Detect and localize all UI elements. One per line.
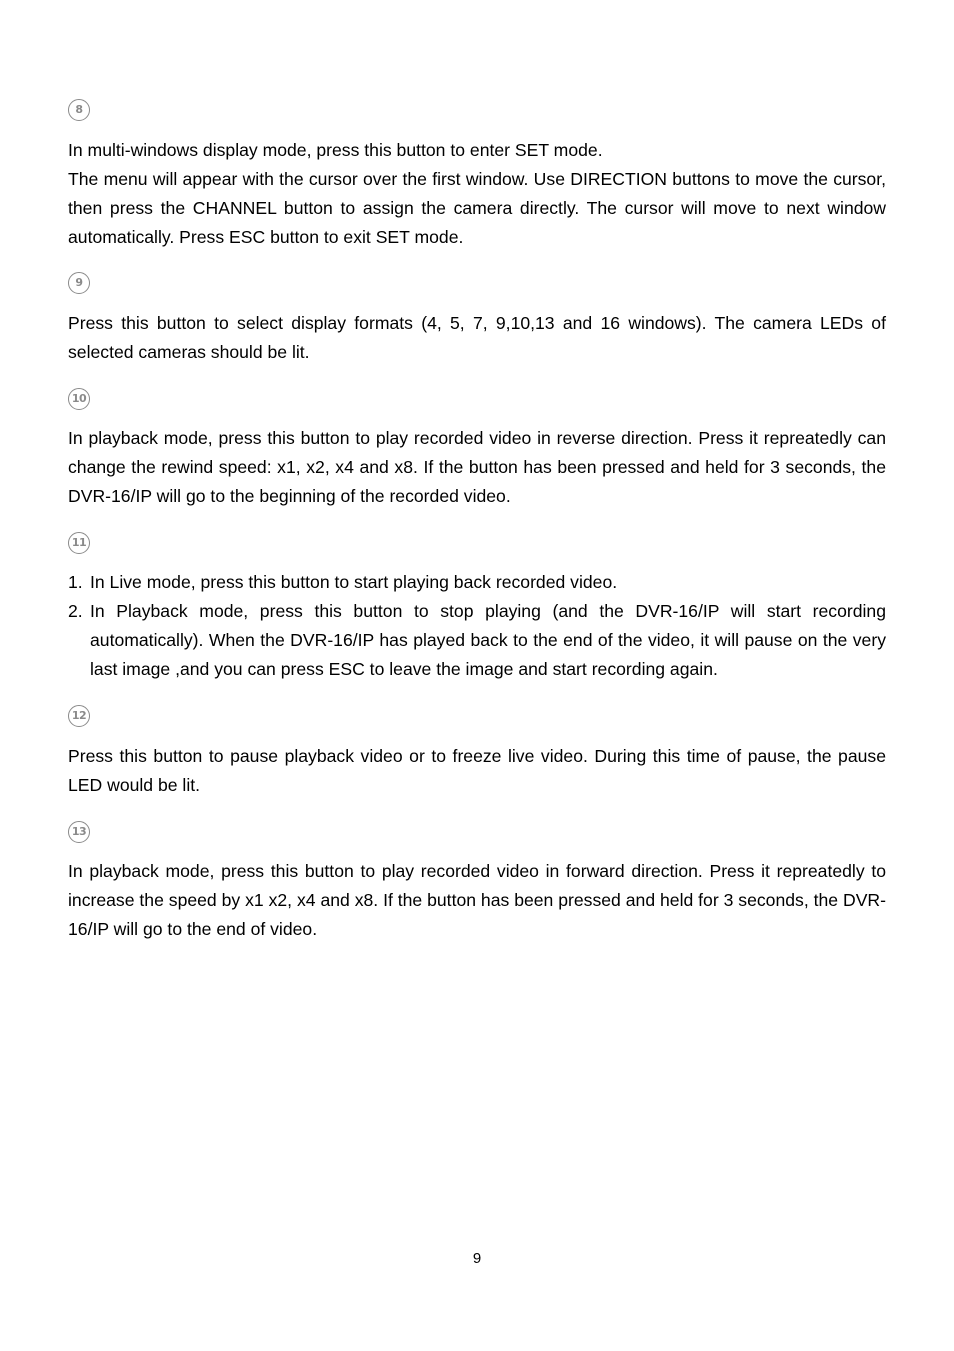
button-8-description: The menu will appear with the cursor over the first window. Use DIRECTION buttons to move the cursor, then press the CHANNEL button to assign the camera directly. The cursor will move to next window automatically. Press ESC button to exit SET mode. xyxy=(68,169,886,247)
list-item xyxy=(68,568,886,597)
button-10-description: In playback mode, press this button to play recorded video in reverse direction. Press it repreatedly can change the rewind speed: x1, x2, x4 and x8. If the button has been pressed and held for 3 seconds, the DVR-16/IP will go to the beginning of the recorded video. xyxy=(68,428,886,506)
button-9-description: Press this button to select display formats (4, 5, 7, 9,10,13 and 16 windows). The camera LEDs of selected cameras should be lit. xyxy=(68,313,886,362)
button-8-description-intro: In multi-windows display mode, press this button to enter SET mode. xyxy=(68,140,603,160)
circled-number-13-icon: 13 xyxy=(68,821,90,843)
page-number: 9 xyxy=(472,1250,482,1267)
circled-number-8-icon: 8 xyxy=(68,99,90,121)
circled-number-12-icon: 12 xyxy=(68,705,90,727)
list-item-text: In Live mode, press this button to start playing back recorded video. xyxy=(90,572,618,592)
list-item-text: In Playback mode, press this button to stop playing (and the DVR-16/IP will start recording automatically). When the DVR-16/IP has played back to the end of the video, it will pause on the very last image ,and you can press ESC to leave the image and start recording again. xyxy=(90,601,886,679)
circled-number-9-icon: 9 xyxy=(68,272,90,294)
circled-number-10-icon: 10 xyxy=(68,388,90,410)
button-10-section xyxy=(68,388,886,511)
button-8-section xyxy=(68,99,886,252)
list-item xyxy=(68,597,886,684)
button-13-description: In playback mode, press this button to play recorded video in forward direction. Press it repreatedly to increase the speed by x1 x2, x4 and x8. If the button has been pressed and held for 3 seconds, the DVR-16/IP will go to the end of video. xyxy=(68,861,886,939)
list-item-number: 2. xyxy=(68,601,83,621)
button-11-list xyxy=(68,568,886,684)
button-12-description: Press this button to pause playback video or to freeze live video. During this time of pause, the pause LED would be lit. xyxy=(68,746,886,795)
button-13-section xyxy=(68,821,886,944)
button-12-section xyxy=(68,705,886,800)
list-item-number: 1. xyxy=(68,572,83,592)
circled-number-11-icon: 11 xyxy=(68,532,90,554)
button-9-section xyxy=(68,272,886,367)
button-11-section xyxy=(68,532,886,684)
